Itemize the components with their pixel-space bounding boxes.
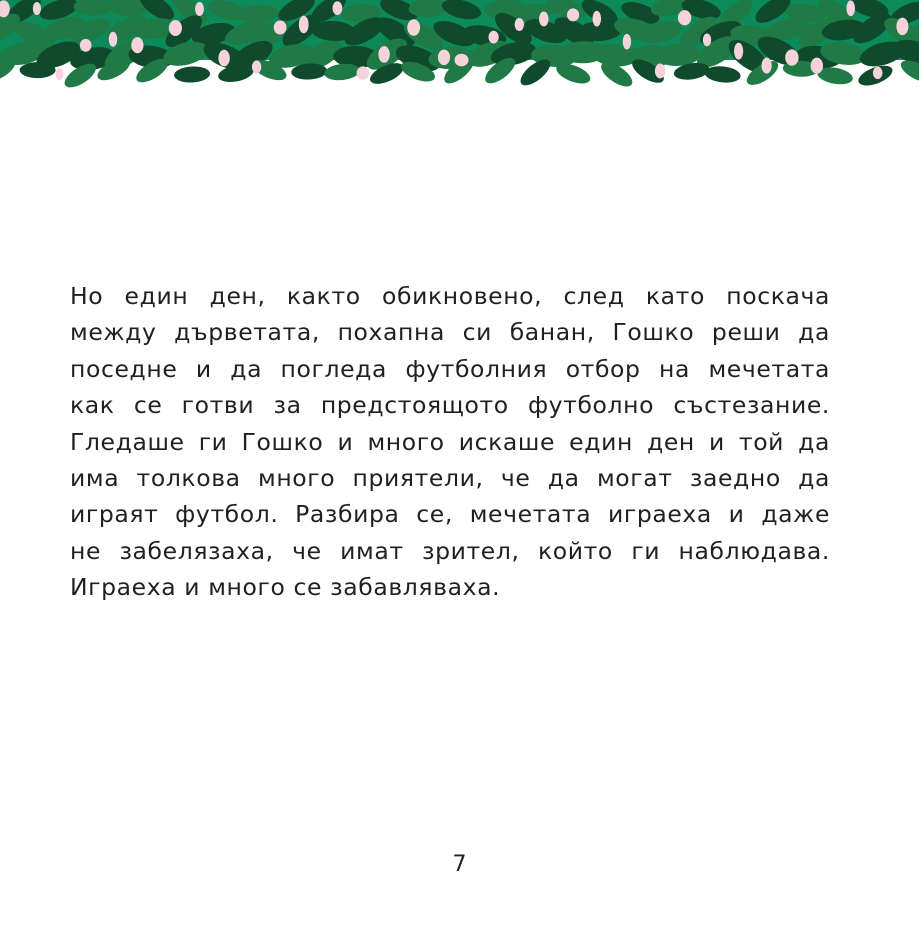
blossom-icon	[378, 46, 389, 63]
blossom-icon	[131, 37, 143, 53]
blossom-icon	[252, 61, 261, 74]
blossom-icon	[169, 20, 182, 36]
blossom-icon	[762, 58, 772, 74]
story-line-8: не забелязаха, че имат зрител, който ги наблюдава.	[70, 536, 830, 565]
blossom-icon	[489, 31, 499, 44]
story-line-7: играят футбол. Разбира се, мечетата играеха и даже	[70, 500, 830, 529]
story-line-4: как се готви за предстоящото футболно състезание.	[70, 391, 830, 420]
story-line-9: Играеха и много се забавляваха.	[70, 573, 501, 602]
blossom-icon	[785, 49, 798, 65]
blossom-icon	[455, 54, 469, 67]
story-line-1: Но един ден, както обикновено, след като поскача	[70, 282, 830, 310]
blossom-icon	[357, 66, 370, 79]
leaf-garland-border	[0, 0, 919, 92]
blossom-icon	[873, 67, 883, 79]
blossom-icon	[333, 1, 343, 15]
blossom-icon	[734, 43, 743, 60]
blossom-icon	[678, 10, 691, 25]
story-line-3: поседне и да погледа футболния отбор на мечетата	[70, 354, 830, 383]
story-line-6: има толкова много приятели, че да могат заедно да	[70, 463, 830, 492]
blossom-icon	[811, 58, 823, 74]
blossom-icon	[274, 21, 287, 35]
blossom-icon	[896, 18, 908, 36]
blossom-icon	[515, 18, 524, 31]
blossom-icon	[623, 34, 631, 50]
blossom-icon	[299, 16, 309, 34]
blossom-icon	[109, 32, 118, 47]
blossom-icon	[539, 12, 549, 27]
story-paragraph	[70, 278, 830, 606]
blossom-icon	[438, 50, 450, 66]
blossom-icon	[56, 68, 64, 80]
leaf-icon	[174, 66, 211, 84]
leaf-icon	[704, 65, 741, 85]
blossom-icon	[593, 11, 602, 27]
blossom-icon	[195, 2, 204, 16]
blossom-icon	[846, 0, 855, 16]
blossom-icon	[33, 2, 41, 15]
blossom-icon	[407, 19, 420, 36]
blossom-icon	[655, 64, 665, 79]
blossom-icon	[703, 34, 711, 47]
story-line-5: Гледаше ги Гошко и много искаше един ден и той да	[70, 427, 830, 456]
blossom-icon	[567, 8, 579, 21]
leaf-icon	[20, 62, 56, 78]
blossom-icon	[80, 39, 92, 52]
page-number: 7	[452, 852, 467, 877]
story-line-2: между дърветата, похапна си банан, Гошко реши да	[70, 318, 830, 347]
blossom-icon	[218, 50, 229, 67]
